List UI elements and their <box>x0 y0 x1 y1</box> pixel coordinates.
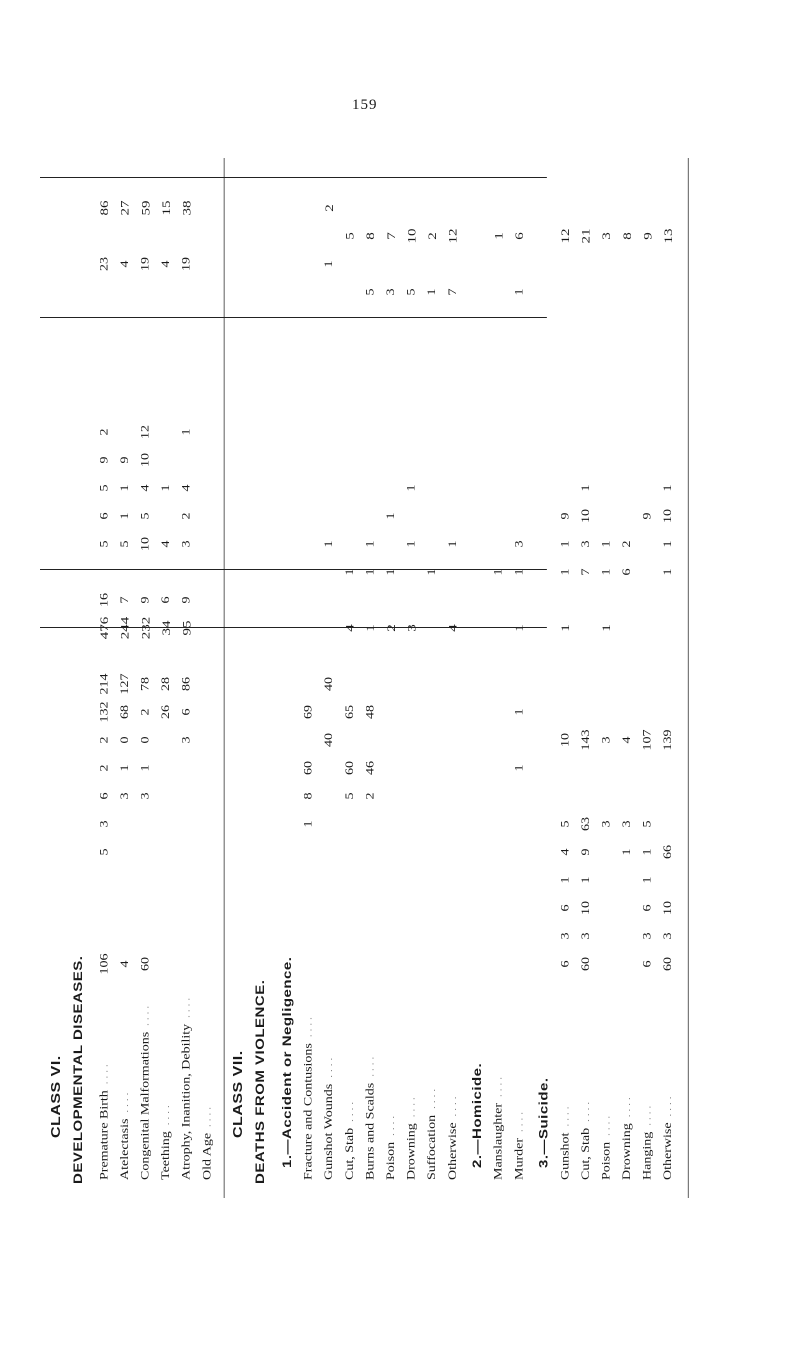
column-rule <box>40 177 547 178</box>
column-rule <box>40 627 547 628</box>
section-rule <box>688 158 689 1198</box>
leader-dots: .... <box>325 1054 335 1078</box>
table-cell: 1 <box>119 484 132 492</box>
table-cell: 1 <box>493 232 506 240</box>
table-cell: 476 <box>98 616 112 640</box>
table-cell: 3 <box>600 736 613 744</box>
table-cell: 1 <box>600 568 613 576</box>
row-label: Drowning.... <box>621 1094 634 1180</box>
leader-dots: .... <box>386 1112 397 1136</box>
table-cell: 19 <box>180 257 193 271</box>
table-cell: 1 <box>662 484 675 492</box>
table-cell: 1 <box>139 764 152 772</box>
row-label: Congenital Malformations.... <box>139 1002 152 1180</box>
table-cell: 23 <box>98 257 111 271</box>
table-cell: 5 <box>405 288 418 296</box>
table-cell: 1 <box>160 484 173 492</box>
leader-dots: .... <box>182 994 193 1018</box>
leader-dots: .... <box>515 1109 525 1132</box>
table-cell: 9 <box>139 596 152 604</box>
table-cell: 9 <box>580 848 593 856</box>
table-cell: 143 <box>580 729 593 751</box>
table-cell: 107 <box>641 729 654 751</box>
leader-dots: .... <box>494 1074 505 1098</box>
table-cell: 10 <box>405 228 419 244</box>
table-cell: 1 <box>364 540 377 548</box>
table-cell: 10 <box>662 901 675 915</box>
table-cell: 9 <box>641 512 654 520</box>
table-cell: 66 <box>662 845 675 859</box>
table-cell: 95 <box>180 620 194 636</box>
table-cell: 59 <box>139 200 153 216</box>
table-cell: 1 <box>385 568 398 576</box>
row-label: Gunshot.... <box>559 1103 572 1180</box>
table-cell: 34 <box>160 620 174 636</box>
table-cell: 8 <box>302 792 315 800</box>
table-cell: 1 <box>323 540 336 548</box>
table-cell: 86 <box>98 200 112 216</box>
table-cell: 3 <box>180 540 193 548</box>
table-cell: 10 <box>662 509 675 523</box>
leader-dots: .... <box>581 1098 592 1122</box>
leader-dots: .... <box>120 1089 131 1113</box>
table-cell: 6 <box>641 960 654 968</box>
table-cell: 68 <box>119 705 132 719</box>
table-cell: 26 <box>160 705 173 719</box>
row-label: Teething.... <box>160 1102 173 1180</box>
table-cell: 5 <box>344 232 357 240</box>
table-cell: 6 <box>98 792 111 800</box>
table-cell: 3 <box>385 288 398 296</box>
table-cell: 6 <box>559 960 572 968</box>
table-cell: 65 <box>344 705 357 719</box>
class-subheading: DEVELOPMENTAL DISEASES. <box>71 955 86 1184</box>
leader-dots: .... <box>141 1002 151 1026</box>
table-cell: 2 <box>364 792 377 800</box>
leader-dots: .... <box>366 1053 376 1077</box>
table-cell: 3 <box>180 736 193 744</box>
table-cell: 1 <box>513 708 526 716</box>
table-cell: 5 <box>344 792 357 800</box>
table-cell: 1 <box>580 484 593 492</box>
table-cell: 15 <box>160 200 174 216</box>
table-cell: 6 <box>513 232 527 240</box>
leader-dots: .... <box>448 1093 459 1117</box>
class-heading: CLASS VI. <box>49 1055 63 1138</box>
table-cell: 46 <box>364 761 377 775</box>
table-cell: 1 <box>405 484 418 492</box>
table-cell: 1 <box>513 288 526 296</box>
leader-dots: .... <box>602 1112 612 1136</box>
table-cell: 3 <box>119 792 132 800</box>
table-cell: 8 <box>364 232 378 240</box>
table-cell: 4 <box>559 848 572 856</box>
table-cell: 4 <box>119 260 132 268</box>
table-cell: 16 <box>98 593 111 607</box>
table-cell: 5 <box>98 484 111 492</box>
leader-dots: .... <box>304 1014 315 1038</box>
table-cell: 5 <box>98 848 111 856</box>
table-cell: 2 <box>139 708 152 716</box>
table-cell: 4 <box>344 624 357 632</box>
table-cell: 1 <box>641 876 654 884</box>
table-cell: 10 <box>580 901 593 915</box>
row-label: Manslaughter.... <box>493 1074 505 1180</box>
row-label: Old Age.... <box>201 1103 214 1180</box>
table-cell: 1 <box>323 260 336 268</box>
table-cell: 106 <box>98 953 111 975</box>
table-cell: 3 <box>580 540 593 548</box>
column-rule <box>40 569 547 570</box>
table-cell: 214 <box>98 673 111 695</box>
table-cell: 3 <box>641 932 654 940</box>
row-label: Gunshot Wounds.... <box>323 1054 336 1180</box>
rotated-table-page <box>40 135 696 1198</box>
table-cell: 2 <box>98 736 111 744</box>
table-cell: 1 <box>559 876 572 884</box>
leader-dots: .... <box>664 1093 674 1117</box>
table-cell: 3 <box>139 792 152 800</box>
table-cell: 1 <box>119 764 132 772</box>
table-cell: 5 <box>559 820 572 828</box>
table-cell: 1 <box>600 624 614 632</box>
table-cell: 48 <box>364 705 377 719</box>
table-cell: 13 <box>662 228 676 244</box>
table-cell: 10 <box>559 733 572 747</box>
table-cell: 4 <box>160 540 173 548</box>
table-cell: 1 <box>559 568 572 576</box>
table-cell: 3 <box>600 232 614 240</box>
class-subheading: DEATHS FROM VIOLENCE. <box>253 979 268 1184</box>
table-cell: 2 <box>98 428 111 436</box>
table-cell: 244 <box>119 616 132 640</box>
table-cell: 60 <box>139 957 152 971</box>
row-label: Burns and Scalds.... <box>364 1053 377 1180</box>
table-cell: 86 <box>180 677 193 691</box>
table-cell: 132 <box>98 701 111 723</box>
leader-dots: .... <box>161 1102 172 1126</box>
table-cell: 40 <box>323 677 336 691</box>
table-cell: 7 <box>447 288 459 296</box>
table-cell: 1 <box>426 288 439 296</box>
table-cell: 1 <box>493 568 505 576</box>
table-cell: 40 <box>323 733 336 747</box>
table-cell: 1 <box>559 540 572 548</box>
table-cell: 1 <box>385 512 398 520</box>
table-cell: 1 <box>559 624 573 632</box>
table-cell: 2 <box>180 512 193 520</box>
table-cell: 19 <box>139 257 152 271</box>
table-cell: 1 <box>119 512 132 520</box>
table-cell: 6 <box>559 904 572 912</box>
table-cell: 6 <box>621 568 634 576</box>
table-cell: 6 <box>641 904 654 912</box>
table-cell: 6 <box>180 708 193 716</box>
row-label: Otherwise.... <box>447 1093 459 1180</box>
table-cell: 1 <box>364 568 377 576</box>
table-cell: 4 <box>180 484 193 492</box>
table-cell: 60 <box>580 957 593 971</box>
table-cell: 232 <box>139 616 153 640</box>
row-label: Hanging.... <box>641 1102 654 1180</box>
table-cell: 38 <box>180 200 194 216</box>
table-cell: 2 <box>323 204 337 212</box>
table-cell: 5 <box>641 820 654 828</box>
table-cell: 6 <box>98 512 111 520</box>
table-cell: 5 <box>139 512 152 520</box>
table-cell: 4 <box>160 260 173 268</box>
table-cell: 2 <box>621 540 634 548</box>
table-cell: 5 <box>364 288 377 296</box>
table-cell: 5 <box>119 540 132 548</box>
table-cell: 4 <box>139 484 152 492</box>
table-cell: 12 <box>559 228 573 244</box>
table-cell: 5 <box>98 540 111 548</box>
table-cell: 10 <box>139 537 152 551</box>
row-label: Premature Birth.... <box>98 1061 111 1180</box>
table-cell: 3 <box>98 820 111 828</box>
table-cell: 1 <box>513 764 526 772</box>
column-rule <box>40 317 547 318</box>
table-cell: 9 <box>641 232 655 240</box>
table-cell: 4 <box>119 960 132 968</box>
table-cell: 60 <box>344 761 357 775</box>
leader-dots: .... <box>428 1085 438 1109</box>
mortality-table <box>40 135 676 1198</box>
section-rule <box>224 158 225 1198</box>
class-heading: CLASS VII. <box>231 1050 246 1138</box>
table-cell: 1 <box>344 568 357 576</box>
table-cell: 1 <box>180 428 193 436</box>
row-label: Cut, Stab.... <box>344 1098 357 1180</box>
table-cell: 3 <box>580 932 593 940</box>
table-cell: 1 <box>513 624 527 632</box>
table-cell: 3 <box>662 932 675 940</box>
table-cell: 21 <box>580 228 593 244</box>
table-cell: 1 <box>426 568 439 576</box>
row-label: Atelectasis.... <box>119 1089 132 1180</box>
row-label: Poison.... <box>600 1112 613 1180</box>
table-cell: 9 <box>559 512 572 520</box>
table-cell: 4 <box>447 624 460 632</box>
table-cell: 78 <box>139 677 152 691</box>
table-cell: 60 <box>302 761 315 775</box>
row-label: Cut, Stab.... <box>580 1098 593 1180</box>
table-cell: 0 <box>139 736 152 744</box>
table-cell: 1 <box>662 540 675 548</box>
leader-dots: .... <box>345 1098 356 1122</box>
leader-dots: .... <box>203 1103 213 1127</box>
table-cell: 1 <box>364 624 378 632</box>
table-cell: 2 <box>385 624 398 632</box>
row-label: Poison.... <box>385 1112 398 1180</box>
row-label: Murder.... <box>513 1109 526 1180</box>
table-cell: 1 <box>513 568 526 576</box>
leader-dots: .... <box>622 1094 633 1118</box>
table-cell: 69 <box>302 705 315 719</box>
leader-dots: .... <box>561 1103 571 1127</box>
row-label: Fracture and Contusions.... <box>302 1014 315 1180</box>
row-label: Drowning.... <box>405 1094 418 1180</box>
table-cell: 1 <box>641 848 654 856</box>
row-label: Otherwise.... <box>662 1093 675 1180</box>
subsection-heading: 3.—Suicide. <box>537 1077 551 1168</box>
table-cell: 127 <box>119 673 132 695</box>
table-cell: 3 <box>600 820 613 828</box>
leader-dots: .... <box>100 1061 110 1085</box>
table-cell: 12 <box>139 425 152 439</box>
table-cell: 63 <box>580 817 593 831</box>
table-cell: 7 <box>119 596 132 604</box>
table-cell: 2 <box>98 764 111 772</box>
page-number: 159 <box>352 97 378 113</box>
table-cell: 8 <box>621 232 634 240</box>
table-cell: 9 <box>98 456 111 464</box>
table-cell: 10 <box>580 509 593 523</box>
subsection-heading: 1.—Accident or Negligence. <box>280 956 295 1168</box>
table-cell: 1 <box>621 848 634 856</box>
table-cell: 3 <box>513 540 526 548</box>
leader-dots: .... <box>407 1094 417 1118</box>
leader-dots: .... <box>643 1102 654 1126</box>
table-cell: 10 <box>139 453 152 467</box>
table-cell: 0 <box>119 736 132 744</box>
table-cell: 12 <box>447 228 460 244</box>
table-cell: 139 <box>662 729 675 751</box>
table-cell: 1 <box>580 876 593 884</box>
table-cell: 60 <box>662 957 675 971</box>
row-label: Atrophy, Inanition, Debility.... <box>180 994 193 1180</box>
table-cell: 9 <box>180 596 193 604</box>
subsection-heading: 2.—Homicide. <box>470 1062 485 1168</box>
table-cell: 6 <box>160 596 173 604</box>
table-cell: 27 <box>119 200 132 216</box>
table-cell: 1 <box>302 820 315 828</box>
table-cell: 1 <box>405 540 418 548</box>
table-cell: 1 <box>600 540 613 548</box>
table-cell: 1 <box>662 568 675 576</box>
table-cell: 3 <box>559 932 572 940</box>
table-cell: 2 <box>426 232 440 240</box>
table-cell: 4 <box>621 736 634 744</box>
row-label: Suffocation.... <box>426 1085 439 1180</box>
table-cell: 7 <box>580 568 593 576</box>
table-cell: 28 <box>160 677 173 691</box>
table-cell: 3 <box>405 624 419 632</box>
table-cell: 9 <box>119 456 132 464</box>
table-cell: 7 <box>385 232 398 240</box>
table-cell: 1 <box>447 540 459 548</box>
table-cell: 3 <box>621 820 634 828</box>
